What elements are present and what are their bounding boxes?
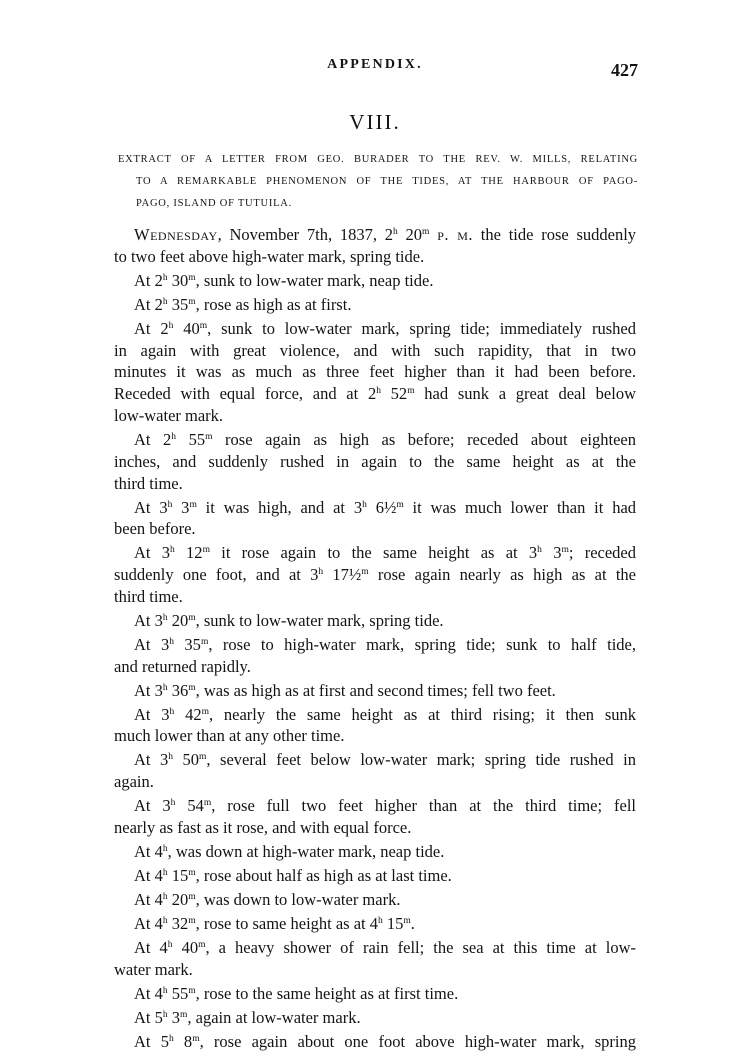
paragraph xyxy=(114,634,636,678)
text-line: At 2$^h$ 35$^m$, rose as high as at first. xyxy=(134,294,352,314)
text-line: At 4$^h$ 15$^m$, rose about half as high as at last time. xyxy=(134,865,452,885)
text-line: At 3$^h$ 20$^m$, sunk to low-water mark, spring tide. xyxy=(134,610,444,630)
paragraph xyxy=(114,224,636,268)
text-line: At 3$^h$ 50$^m$, several feet below low-water mark; spring tide rushed in xyxy=(134,750,637,770)
text-line: water mark. xyxy=(114,959,193,979)
page-number: 427 xyxy=(611,60,638,80)
paragraph xyxy=(114,610,636,632)
running-head: APPENDIX. xyxy=(327,57,423,72)
section-caption xyxy=(118,149,638,215)
paragraph xyxy=(114,704,636,748)
text-line: nearly as fast as it rose, and with equal force. xyxy=(114,817,412,837)
text-line: At 3$^h$ 3$^m$ it was high, and at 3$^h$ 6½$^m$ it was much lower than it had xyxy=(134,497,637,517)
text-line: At 2$^h$ 40$^m$, sunk to low-water mark, spring tide; immediately rushed xyxy=(134,318,637,338)
paragraph xyxy=(114,270,636,292)
text-line: At 4$^h$ 20$^m$, was down to low-water mark. xyxy=(134,889,401,909)
text-line: been before. xyxy=(114,519,196,539)
text-line: At 4$^h$ 32$^m$, rose to same height as at 4$^h$ 15$^m$. xyxy=(134,913,415,933)
text-line: inches, and suddenly rushed in again to the same height as at the xyxy=(114,451,636,471)
caption-line: PAGO, ISLAND OF TUTUILA. xyxy=(136,198,292,209)
text-line: suddenly one foot, and at 3$^h$ 17½$^m$ rose again nearly as high as at the xyxy=(114,565,637,585)
text-line: Wednesday, November 7th, 1837, 2$^h$ 20$^m$ p. m. the tide rose suddenly xyxy=(134,225,637,244)
paragraph xyxy=(114,294,636,316)
paragraph xyxy=(114,841,636,863)
paragraph xyxy=(114,429,636,494)
text-line: At 3$^h$ 12$^m$ it rose again to the same height as at 3$^h$ 3$^m$; receded xyxy=(134,543,636,563)
paragraph xyxy=(114,497,636,541)
paragraph xyxy=(114,749,636,793)
text-line: minutes it was as much as three feet higher than it had been before. xyxy=(114,362,636,382)
body-text xyxy=(114,224,636,1055)
paragraph xyxy=(114,1031,636,1053)
text-line: At 3$^h$ 42$^m$, nearly the same height as at third rising; it then sunk xyxy=(134,704,637,724)
paragraph xyxy=(114,865,636,887)
text-line: much lower than at any other time. xyxy=(114,726,345,746)
text-line: At 5$^h$ 3$^m$, again at low-water mark. xyxy=(134,1007,361,1027)
paragraph xyxy=(114,889,636,911)
caption-line: EXTRACT OF A LETTER FROM GEO. BURADER TO THE REV. W. MILLS, RELATING xyxy=(118,154,638,165)
paragraph xyxy=(114,795,636,839)
text-line: At 5$^h$ 8$^m$, rose again about one foot above high-water mark, spring xyxy=(134,1031,637,1051)
text-line: and returned rapidly. xyxy=(114,656,251,676)
text-line: At 3$^h$ 54$^m$, rose full two feet higher than at the third time; fell xyxy=(134,796,636,816)
text-line: to two feet above high-water mark, spring tide. xyxy=(114,246,425,266)
paragraph xyxy=(114,937,636,981)
caption-line: TO A REMARKABLE PHENOMENON OF THE TIDES, AT THE HARBOUR OF PAGO- xyxy=(136,176,638,187)
paragraph xyxy=(114,913,636,935)
text-line: At 2$^h$ 55$^m$ rose again as high as before; receded about eighteen xyxy=(134,429,636,449)
paragraph xyxy=(114,1007,636,1029)
paragraph xyxy=(114,318,636,427)
paragraph xyxy=(114,542,636,607)
text-line: in again with great violence, and with such rapidity, that in two xyxy=(114,340,636,360)
paragraph xyxy=(114,680,636,702)
text-line: again. xyxy=(114,772,154,792)
text-line: At 3$^h$ 36$^m$, was as high as at first and second times; fell two feet. xyxy=(134,680,556,700)
text-line: At 4$^h$ 55$^m$, rose to the same height as at first time. xyxy=(134,983,459,1003)
text-line: Receded with equal force, and at 2$^h$ 52$^m$ had sunk a great deal below xyxy=(114,384,637,404)
text-line: third time. xyxy=(114,473,183,493)
text-line: At 4$^h$, was down at high-water mark, neap tide. xyxy=(134,841,445,861)
paragraph xyxy=(114,983,636,1005)
section-number: VIII. xyxy=(349,110,401,134)
text-line: At 4$^h$ 40$^m$, a heavy shower of rain fell; the sea at this time at low- xyxy=(134,937,637,957)
text-line: At 2$^h$ 30$^m$, sunk to low-water mark, neap tide. xyxy=(134,270,434,290)
text-line: third time. xyxy=(114,586,183,606)
text-line: low-water mark. xyxy=(114,405,224,425)
text-line: At 3$^h$ 35$^m$, rose to high-water mark, spring tide; sunk to half tide, xyxy=(134,634,636,654)
